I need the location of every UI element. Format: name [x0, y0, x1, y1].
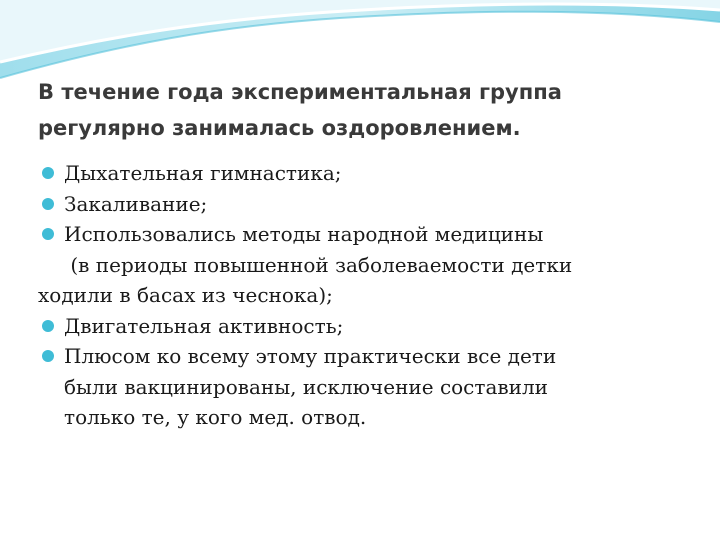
list-item-text: были вакцинированы, исключение составили — [64, 374, 548, 399]
bullet-dot-icon — [42, 320, 54, 332]
slide-title — [38, 74, 688, 146]
list-item-text: только те, у кого мед. отвод. — [64, 405, 367, 429]
list-item-text: Использовались методы народной медицины — [64, 222, 544, 246]
slide-title-line: регулярно занималась оздоровлением. — [38, 116, 521, 140]
bullet-dot-icon — [42, 167, 54, 179]
list-item-text: Закаливание; — [64, 191, 208, 216]
list-item-text: ходили в басах из чеснока); — [38, 283, 333, 307]
list-item — [38, 189, 678, 220]
bullet-dot-icon — [42, 198, 54, 210]
list-item-text: Дыхательная гимнастика; — [64, 161, 342, 185]
list-item — [38, 219, 678, 311]
list-item — [38, 311, 678, 342]
list-item — [38, 158, 678, 189]
bullet-list — [38, 158, 678, 433]
list-item — [38, 341, 678, 433]
slide-title-line: В течение года экспериментальная группа — [38, 80, 562, 104]
bullet-dot-icon — [42, 228, 54, 240]
list-item-text: Плюсом ко всему этому практически все дети — [64, 344, 557, 368]
bullet-dot-icon — [42, 350, 54, 362]
list-item-text: Двигательная активность; — [64, 313, 344, 338]
list-item-text: (в периоды повышенной заболеваемости детки — [64, 252, 573, 277]
